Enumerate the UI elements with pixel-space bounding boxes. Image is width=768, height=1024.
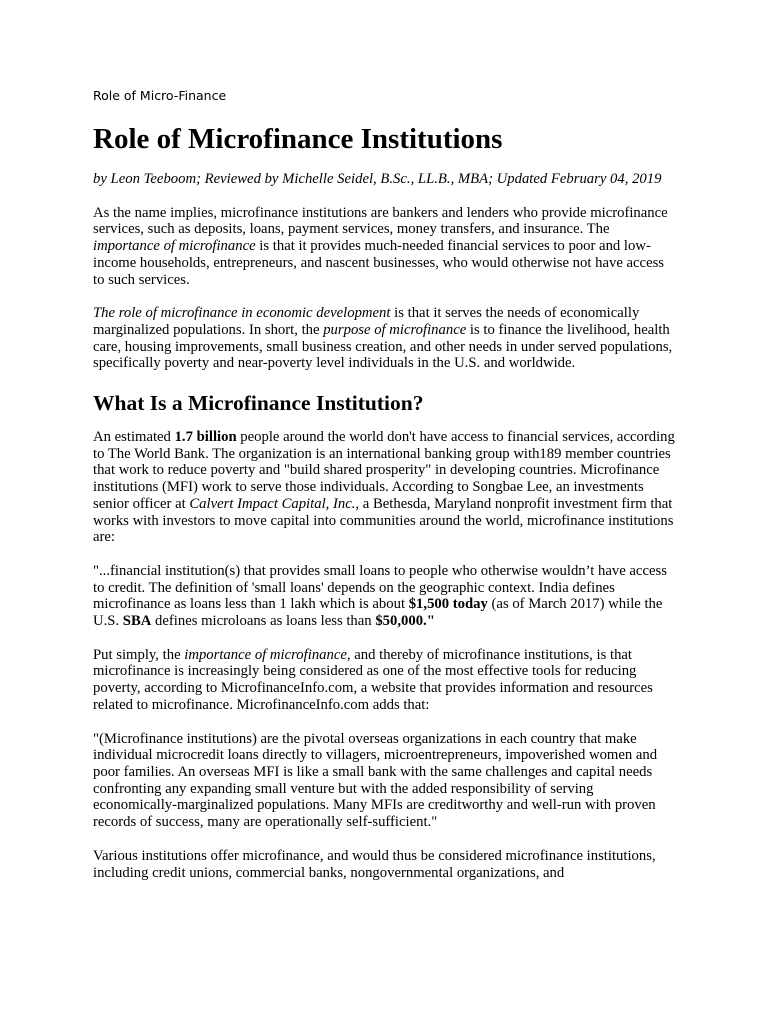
emphasis: The role of microfinance in economic development xyxy=(93,305,391,322)
paragraph-intro: As the name implies, microfinance institutions are bankers and lenders who provide microfinance services, such as deposits, loans, payment services, money transfers, and insurance. The importance of microfinance is that it provides much-needed financial services to poor and low-income households, entrepreneurs, and nascent businesses, who would otherwise not have access to such services. xyxy=(93,204,668,288)
paragraph-importance: Put simply, the importance of microfinance, and thereby of microfinance institutions, is that microfinance is increasingly being considered as one of the most effective tools for reducing poverty, according to MicrofinanceInfo.com, a website that provides information and resources related to microfinance. MicrofinanceInfo.com adds that: xyxy=(93,646,653,713)
emphasis: Calvert Impact Capital, Inc. xyxy=(189,495,356,512)
emphasis: purpose of microfinance xyxy=(323,321,467,338)
paragraph-institutions: Various institutions offer microfinance, and would thus be considered microfinance institutions, including credit unions, commercial banks, nongovernmental organizations, and xyxy=(93,847,656,881)
paragraph-estimate: An estimated 1.7 billion people around the world don't have access to financial services, according to The World Bank. The organization is an international banking group with189 member countries that work to reduce poverty and "build shared prosperity" in developing countries. Microfinance institutions (MFI) work to serve those individuals. According to Songbae Lee, an investments senior officer at Calvert Impact Capital, Inc., a Bethesda, Maryland nonprofit investment firm that works with investors to move capital into communities around the world, microfinance institutions are: xyxy=(93,429,675,546)
bold-figure: SBA xyxy=(122,613,152,630)
article-title: Role of Microfinance Institutions xyxy=(93,123,503,155)
bold-figure: $1,500 today xyxy=(408,596,488,613)
bold-figure: 1.7 billion xyxy=(174,429,237,446)
article-body xyxy=(93,121,678,898)
paragraph-quote-lee: "...financial institution(s) that provides small loans to people who otherwise wouldn’t have access to credit. The definition of 'small loans' depends on the geographic context. India defines microfinance as loans less than 1 lakh which is about $1,500 today (as of March 2017) while the U.S. SBA defines microloans as loans less than $50,000." xyxy=(93,562,667,630)
section-heading: What Is a Microfinance Institution? xyxy=(93,391,424,416)
paragraph-role: The role of microfinance in economic development is that it serves the needs of economically marginalized populations. In short, the purpose of microfinance is to finance the livelihood, health care, housing improvements, small business creation, and other needs in under served populations, specifically poverty and near-poverty level individuals in the U.S. and worldwide. xyxy=(93,305,673,372)
paragraph-quote-mfi: "(Microfinance institutions) are the pivotal overseas organizations in each country that make individual microcredit loans directly to villagers, microentrepreneurs, impoverished women and poor families. An overseas MFI is like a small bank with the same challenges and capital needs confronting any expanding small venture but with the added responsibility of serving economically-marginalized populations. Many MFIs are creditworthy and well-run with proven records of success, many are operationally self-sufficient." xyxy=(93,730,658,831)
article-byline: by Leon Teeboom; Reviewed by Michelle Seidel, B.Sc., LL.B., MBA; Updated February 04, 2019 xyxy=(93,171,662,187)
emphasis: importance of microfinance xyxy=(93,238,256,255)
emphasis: importance of microfinance xyxy=(184,646,347,663)
bold-figure: $50,000." xyxy=(375,613,435,630)
running-header: Role of Micro-Finance xyxy=(93,88,227,103)
